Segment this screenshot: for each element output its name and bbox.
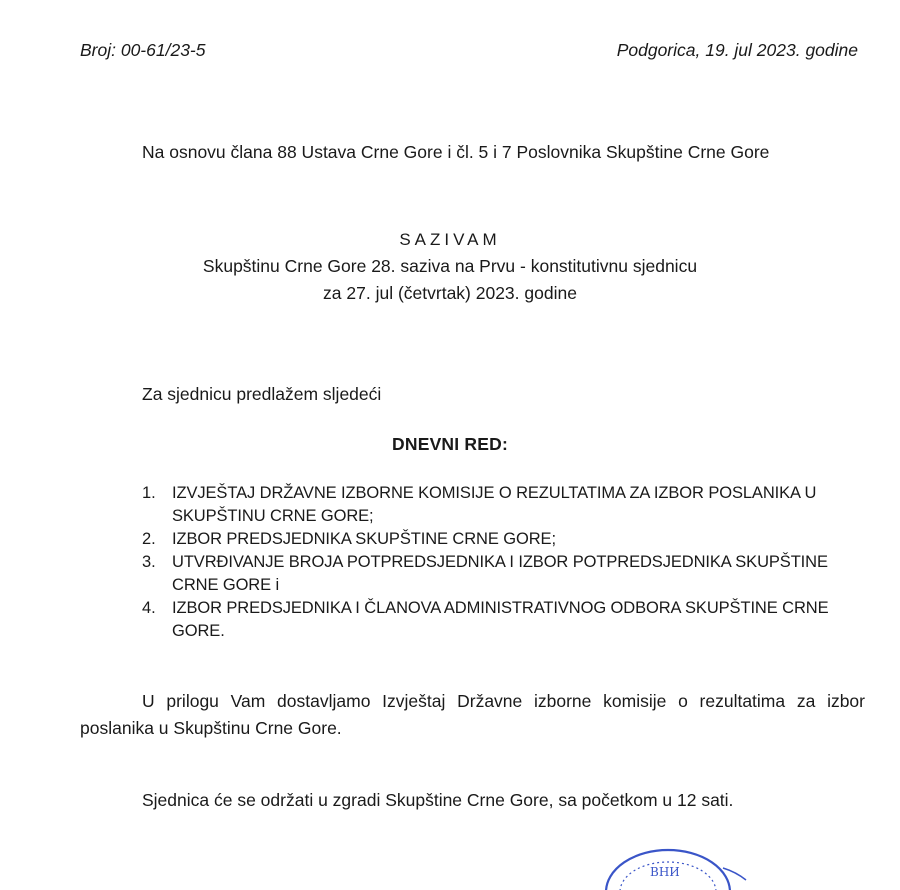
agenda-item-text: IZVJEŠTAJ DRŽAVNE IZBORNE KOMISIJE O REZULTATIMA ZA IZBOR POSLANIKA U SKUPŠTINU CRNE GORE; (172, 484, 817, 525)
agenda-item-number: 4. (142, 599, 156, 617)
convocation-line-2: za 27. jul (četvrtak) 2023. godine (323, 283, 577, 303)
agenda-item-number: 2. (142, 530, 156, 548)
place-date: Podgorica, 19. jul 2023. godine (616, 40, 858, 60)
attachment-paragraph (80, 688, 865, 742)
proposal-text: Za sjednicu predlažem sljedeći (142, 384, 382, 404)
convocation-title: SAZIVAM (399, 230, 501, 249)
intro-paragraph (80, 140, 840, 165)
agenda-list (142, 482, 867, 643)
attachment-text: U prilogu Vam dostavljamo Izvještaj Državne izborne komisije o rezultatima za izbor poslanika u Skupštinu Crne Gore. (80, 691, 865, 738)
agenda-item (142, 597, 867, 643)
meeting-text: Sjednica će se održati u zgradi Skupštine Crne Gore, sa početkom u 12 sati. (142, 790, 734, 810)
agenda-item-number: 3. (142, 553, 156, 571)
agenda-item-number: 1. (142, 484, 156, 502)
official-seal-icon (598, 830, 748, 890)
convocation-line-1: Skupštinu Crne Gore 28. saziva na Prvu - konstitutivnu sjednicu (202, 256, 698, 276)
agenda-item (142, 482, 867, 528)
agenda-item-text: IZBOR PREDSJEDNIKA I ČLANOVA ADMINISTRATIVNOG ODBORA SKUPŠTINE CRNE GORE. (172, 599, 829, 640)
reference-number: Broj: 00-61/23-5 (80, 40, 206, 60)
agenda-item-text: UTVRĐIVANJE BROJA POTPREDSJEDNIKA I IZBOR POTPREDSJEDNIKA SKUPŠTINE CRNE GORE i (172, 553, 828, 594)
seal-text: ВНИ (650, 865, 680, 879)
agenda-item (142, 528, 867, 551)
agenda-item-text: IZBOR PREDSJEDNIKA SKUPŠTINE CRNE GORE; (172, 530, 556, 548)
agenda-title: DNEVNI RED: (392, 434, 508, 454)
agenda-item (142, 551, 867, 597)
intro-text: Na osnovu člana 88 Ustava Crne Gore i čl. 5 i 7 Poslovnika Skupštine Crne Gore (142, 142, 770, 162)
